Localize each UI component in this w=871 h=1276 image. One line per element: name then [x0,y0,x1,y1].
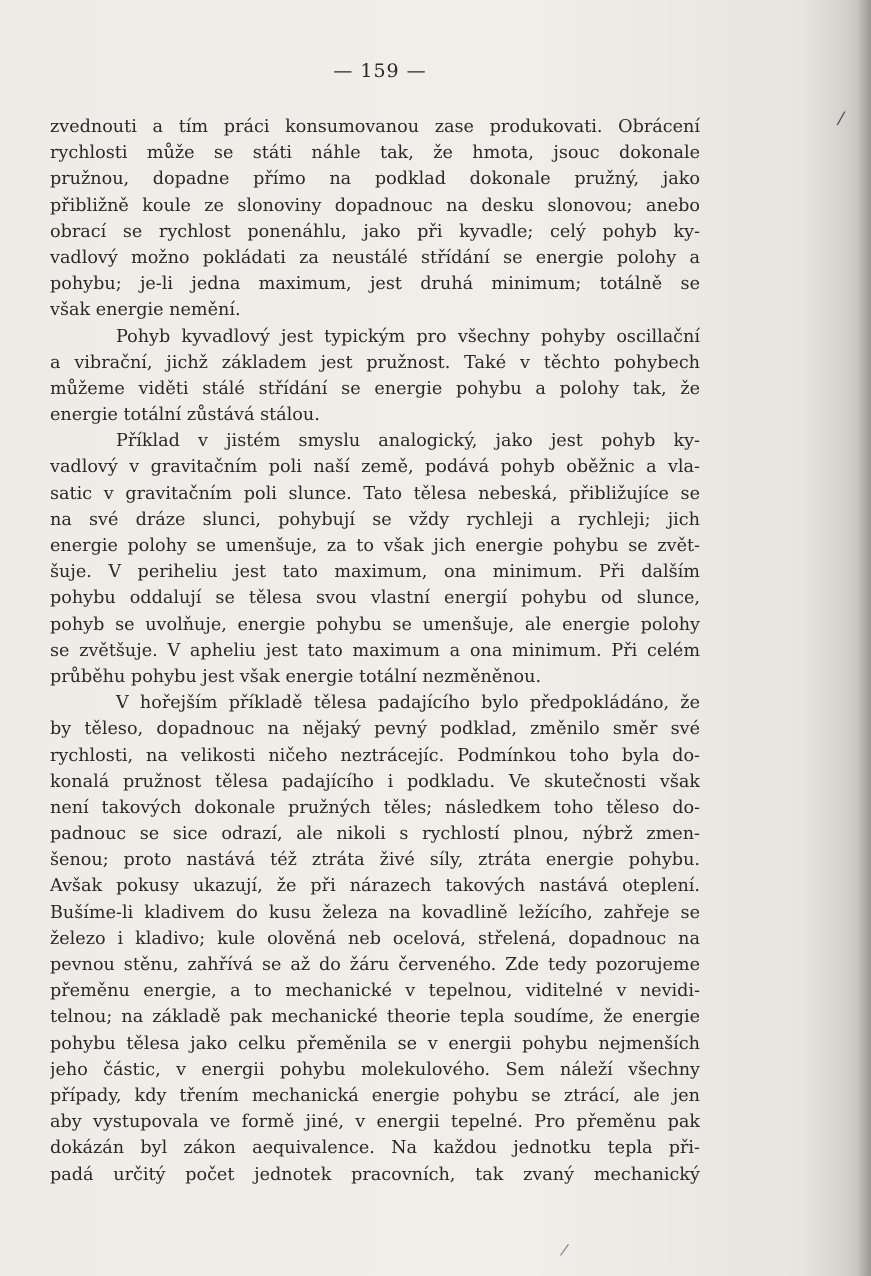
paragraph-start-line: Příklad v jistém smyslu analogický, jako jest pohyb ky- [116,431,700,452]
page-edge-shadow [857,0,871,1276]
text-line: rychlosti může se státi náhle tak, že hmota, jsouc dokonale [50,143,700,164]
text-line: šuje. V periheliu jest tato maximum, ona minimum. Při dalším [50,562,700,583]
paragraph-start-line: V hořejším příkladě tělesa padajícího bylo předpokládáno, že [116,693,700,714]
text-line: konalá pružnost tělesa padajícího i podkladu. Ve skutečnosti však [50,771,700,792]
text-line: vadlový možno pokládati za neustálé střídání se energie polohy a [50,247,700,268]
pencil-mark-top: / [835,107,847,130]
text-line: šenou; proto nastává též ztráta živé síly, ztráta energie pohybu. [50,850,700,871]
text-line: pohybu; je-li jedna maximum, jest druhá minimum; totálně se [50,274,700,295]
text-line: obrací se rychlost ponenáhlu, jako při kyvadle; celý pohyb ky- [50,221,700,242]
text-line: pohybu oddalují se tělesa svou vlastní energií pohybu od slunce, [50,588,700,609]
text-line: padá určitý počet jednotek pracovních, tak zvaný mechanický [50,1164,700,1185]
text-line: by těleso, dopadnouc na nějaký pevný podklad, změnilo směr své [50,719,700,740]
text-line: aby vystupovala ve formě jiné, v energii tepelné. Pro přeměnu pak [50,1112,700,1133]
text-line: energie polohy se umenšuje, za to však jich energie pohybu se zvět- [50,536,700,556]
text-line: rychlosti, na velikosti ničeho neztrácejíc. Podmínkou toho byla do- [50,745,700,766]
text-line: však energie nemění. [50,300,241,321]
body-text [50,114,700,1188]
paragraph-start-line: Pohyb kyvadlový jest typickým pro všechny pohyby oscillační [116,326,700,347]
text-line: pevnou stěnu, zahřívá se až do žáru červeného. Zde tedy pozorujeme [50,955,700,975]
text-line: přeměnu energie, a to mechanické v tepelnou, viditelné v nevidi- [50,981,700,1002]
text-line: jeho částic, v energii pohybu molekulového. Sem náleží všechny [50,1059,700,1080]
text-line: a vibrační, jichž základem jest pružnost. Také v těchto pohybech [50,352,700,373]
text-line: padnouc se sice odrazí, ale nikoli s rychlostí plnou, nýbrž zmen- [50,824,700,845]
page-number: — 159 — [333,60,427,82]
text-line: Avšak pokusy ukazují, že při nárazech takových nastává oteplení. [50,876,700,897]
text-line: telnou; na základě pak mechanické theorie tepla soudíme, že energie [50,1007,700,1028]
text-line: železo i kladivo; kule olověná neb ocelová, střelená, dopadnouc na [50,928,700,949]
text-line: pohybu tělesa jako celku přeměnila se v energii pohybu nejmenších [50,1033,700,1054]
text-line: Bušíme-li kladivem do kusu železa na kovadlině ležícího, zahřeje se [50,902,700,923]
text-line: energie totální zůstává stálou. [50,405,320,426]
text-line: dokázán byl zákon aequivalence. Na každou jednotku tepla při- [50,1138,700,1159]
text-line: zvednouti a tím práci konsumovanou zase produkovati. Obrácení [50,117,700,137]
text-line: průběhu pohybu jest však energie totální nezměněnou. [50,666,542,687]
text-line: pružnou, dopadne přímo na podklad dokonale pružný, jako [50,169,700,190]
text-line: na své dráze slunci, pohybují se vždy rychleji a rychleji; jich [50,509,700,530]
text-line: vadlový v gravitačním poli naší země, podává pohyb oběžnic a vla- [50,457,700,478]
text-line: můžeme viděti stálé střídání se energie pohybu a polohy tak, že [50,378,700,399]
text-line: se zvětšuje. V apheliu jest tato maximum a ona minimum. Při celém [50,640,700,661]
pencil-mark-bottom: / [559,1239,571,1260]
text-line: pohyb se uvolňuje, energie pohybu se umenšuje, ale energie polohy [50,614,700,635]
text-line: případy, kdy třením mechanická energie pohybu se ztrácí, ale jen [50,1085,700,1106]
text-line: není takových dokonale pružných těles; následkem toho těleso do- [50,797,700,818]
text-line: přibližně koule ze slonoviny dopadnouc na desku slonovou; anebo [50,195,700,216]
text-line: satic v gravitačním poli slunce. Tato tělesa nebeská, přibližujíce se [50,483,700,504]
